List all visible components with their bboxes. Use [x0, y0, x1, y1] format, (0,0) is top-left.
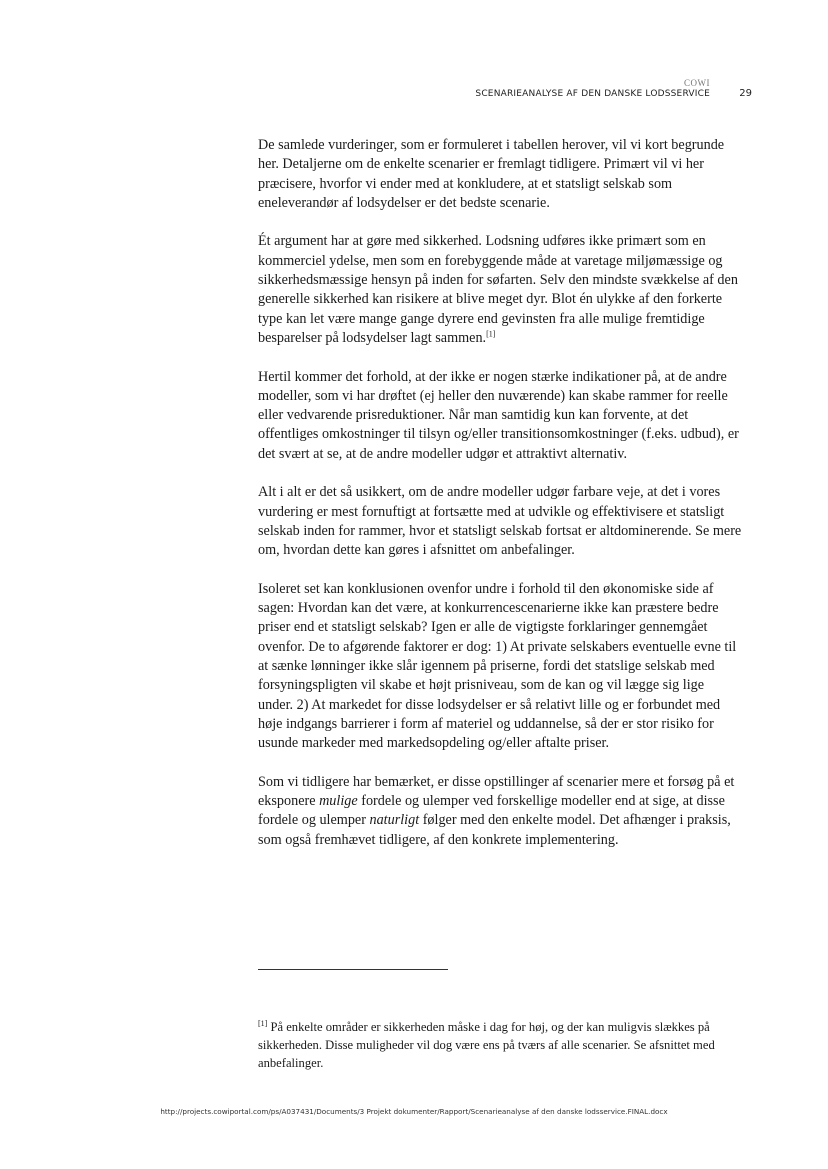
paragraph-2: [258, 232, 742, 348]
paragraph-5: Isoleret set kan konklusionen ovenfor undre i forhold til den økonomiske side af sagen: Hvordan kan det være, at konkurrencescenarierne ikke kan præstere bedre priser end et statsligt selskab? Igen er alle de vigtigste forklaringer gennemgået ovenfor. De to afgørende faktorer er dog: 1) At private selskabers eventuelle evne til at sænke lønninger ikke slår igennem på priserne, fordi det statslige selskab med forsyningspligten vil skabe et højt prisniveau, som de kan og vil lægge sig lige under. 2) At markedet for disse lodsydelser er så relativt lille og er forbundet med høje indgangs barrierer i form af materiel og uddannelse, så der er stor risiko for usunde markeder med markedsopdeling og/eller aftalte priser.: [258, 580, 737, 752]
paragraph-3: Hertil kommer det forhold, at der ikke er nogen stærke indikationer på, at de andre modeller, som vi har drøftet (ej heller den nuværende) kan skabe rammer for reelle eller vedvarende prisreduktioner. Når man samtidig kun kan forvente, at det offentliges omkostninger til tilsyn og/eller transitionsomkostninger (f.eks. udbud), er det svært at se, at de andre modeller udgør et attraktivt alternativ.: [258, 368, 739, 462]
paragraph-6-part-a: Som vi tidligere har bemærket, er disse opstillinger af scenarier mere et forsøg på et eksponere: [258, 773, 735, 810]
paragraph-6: [258, 773, 742, 850]
paragraph-6-part-c: følger med den enkelte model. Det afhænger i praksis, som også fremhævet tidligere, af den konkrete implementering.: [258, 812, 731, 848]
running-title: SCENARIEANALYSE AF DEN DANSKE LODSSERVICE: [475, 89, 710, 99]
emphasis-mulige: mulige: [319, 793, 358, 810]
body-text: [258, 136, 742, 869]
footnote-text: På enkelte områder er sikkerheden måske i dag for høj, og der kan muligvis slækkes på sikkerheden. Disse muligheder vil dog være ens på tværs af alle scenarier. Se afsnittet med anbefalinger.: [258, 1020, 715, 1070]
cowi-logo: COWI: [684, 78, 710, 88]
footnote: [258, 1018, 748, 1072]
page-header: [258, 78, 758, 104]
footnote-divider: [258, 969, 448, 970]
emphasis-naturligt: naturligt: [369, 812, 420, 829]
page-number: 29: [739, 88, 752, 99]
footnote-marker: [1]: [258, 1018, 268, 1028]
paragraph-1: De samlede vurderinger, som er formuleret i tabellen herover, vil vi kort begrunde her. Detaljerne om de enkelte scenarier er fremlagt tidligere. Primært vil vi her præcisere, hvorfor vi ender med at konkludere, at et statsligt selskab som eneleverandør af lodsydelser er det bedste scenarie.: [258, 137, 725, 211]
paragraph-2-text: Ét argument har at gøre med sikkerhed. Lodsning udføres ikke primært som en kommerciel ydelse, men som en forebyggende måde at varetage miljømæssige og sikkerhedsmæssige hensyn på inden for søfarten. Selv den mindste svækkelse af den generelle sikkerhed kan risikere at blive meget dyr. Blot én ulykke af den forkerte type kan let være mange gange dyrere end gevinsten fra alle mulige fremtidige besparelser på lodsydelser lagt sammen.: [258, 233, 738, 346]
footnote-reference[interactable]: [1]: [486, 329, 496, 339]
document-path: http://projects.cowiportal.com/ps/A037431/Documents/3 Projekt dokumenter/Rapport/Scenarieanalyse af den danske lodsservice.FINAL.docx: [160, 1107, 668, 1116]
paragraph-6-part-b: fordele og ulemper ved forskellige modeller end at sige, at disse fordele og ulemper: [258, 793, 725, 829]
paragraph-4: Alt i alt er det så usikkert, om de andre modeller udgør farbare veje, at det i vores vurdering er mest fornuftigt at fortsætte med at udvikle og effektivisere et statsligt selskab inden for rammer, hvor et statsligt selskab fortsat er altdominerende. Se mere om, hvordan dette kan gøres i afsnittet om anbefalinger.: [258, 484, 742, 559]
